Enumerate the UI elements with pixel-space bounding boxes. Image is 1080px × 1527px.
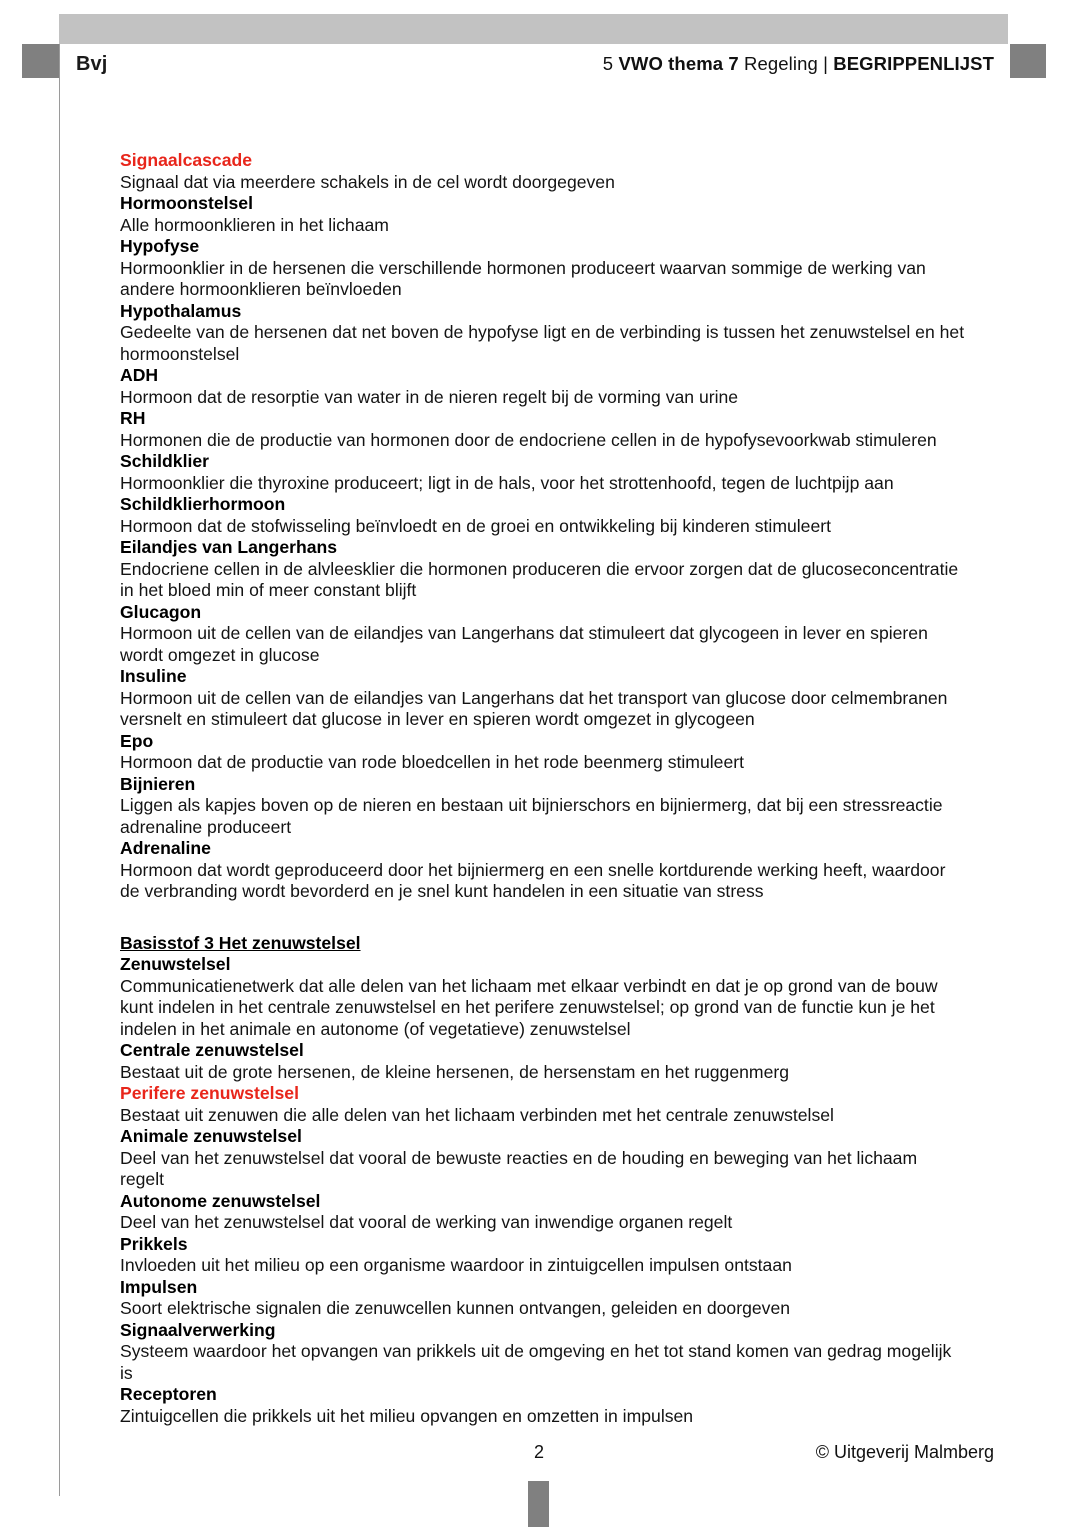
glossary-definition: Liggen als kapjes boven op de nieren en bestaan uit bijnierschors en bijniermerg, dat bij een stressreactie adrenaline produceert bbox=[120, 795, 943, 837]
glossary-definition: Hormoon dat de resorptie van water in de nieren regelt bij de vorming van urine bbox=[120, 386, 739, 407]
header-course-label: Bvj bbox=[76, 52, 108, 75]
copyright-notice: © Uitgeverij Malmberg bbox=[815, 1442, 994, 1462]
glossary-definition: Hormoon dat de productie van rode bloedcellen in het rode beenmerg stimuleert bbox=[120, 752, 744, 772]
glossary-term: Epo bbox=[120, 730, 154, 751]
section-heading: Basisstof 3 Het zenuwstelsel bbox=[120, 932, 361, 953]
section-gap bbox=[120, 903, 965, 933]
glossary-term: Impulsen bbox=[120, 1276, 198, 1297]
header-corner-box-right bbox=[1010, 44, 1046, 78]
glossary-term: Animale zenuwstelsel bbox=[120, 1126, 302, 1146]
glossary-term: Centrale zenuwstelsel bbox=[120, 1040, 304, 1060]
glossary-term: Hypothalamus bbox=[120, 300, 242, 321]
header-decoration-bar bbox=[59, 14, 1008, 44]
glossary-definition: Communicatienetwerk dat alle delen van het lichaam met elkaar verbindt en dat je op grond van de bouw kunt indelen in het centrale zenuwstelsel en het perifere zenuwstelsel; op grond van de functie kun je het indelen in het animale en autonome (of vegetatieve) zenuwstelsel bbox=[120, 975, 938, 1039]
glossary-definition: Gedeelte van de hersenen dat net boven de hypofyse ligt en de verbinding is tussen het zenuwstelsel en het hormoonstelsel bbox=[120, 322, 965, 364]
glossary-term: Bijnieren bbox=[120, 773, 196, 794]
header-title bbox=[603, 53, 994, 75]
glossary-term: Autonome zenuwstelsel bbox=[120, 1190, 321, 1211]
glossary-term: Schildklierhormoon bbox=[120, 494, 286, 514]
glossary-term: Hormoonstelsel bbox=[120, 193, 253, 213]
glossary-definition: Signaal dat via meerdere schakels in de cel wordt doorgegeven bbox=[120, 171, 615, 192]
page-footer bbox=[59, 1442, 1008, 1472]
glossary-definition: Hormoonklier in de hersenen die verschillende hormonen produceert waarvan sommige de werking van andere hormoonklieren beïnvloeden bbox=[120, 257, 926, 299]
glossary-term: Schildklier bbox=[120, 451, 209, 471]
glossary-term: Glucagon bbox=[120, 601, 202, 622]
glossary-list-nervous-system bbox=[120, 954, 965, 1427]
glossary-term: Insuline bbox=[120, 666, 187, 686]
glossary-term: Zenuwstelsel bbox=[120, 954, 231, 974]
glossary-term: Signaalcascade bbox=[120, 150, 253, 170]
page-header bbox=[59, 44, 1008, 84]
header-title-prefix: 5 bbox=[602, 53, 619, 74]
section-heading-wrap bbox=[120, 933, 965, 955]
glossary-definition: Hormonen die de productie van hormonen door de endocriene cellen in de hypofysevoorkwab stimuleren bbox=[120, 429, 937, 450]
header-corner-box-left bbox=[22, 44, 59, 78]
footer-decoration-box bbox=[528, 1481, 549, 1527]
glossary-term: Signaalverwerking bbox=[120, 1319, 276, 1340]
glossary-definition: Hormoon uit de cellen van de eilandjes van Langerhans dat stimuleert dat glycogeen in lever en spieren wordt omgezet in glucose bbox=[120, 623, 928, 665]
glossary-definition: Systeem waardoor het opvangen van prikkels uit de omgeving en het tot stand komen van gedrag mogelijk is bbox=[120, 1341, 952, 1383]
glossary-definition: Bestaat uit zenuwen die alle delen van het lichaam verbinden met het centrale zenuwstelsel bbox=[120, 1104, 834, 1125]
glossary-definition: Hormoon uit de cellen van de eilandjes van Langerhans dat het transport van glucose door celmembranen versnelt en stimuleert dat glucose in lever en spieren wordt omgezet in glycogeen bbox=[120, 687, 948, 729]
left-margin-rule bbox=[59, 44, 60, 1496]
glossary-term: Perifere zenuwstelsel bbox=[120, 1083, 299, 1103]
glossary-term: Hypofyse bbox=[120, 236, 200, 256]
glossary-list-hormones bbox=[120, 150, 965, 903]
page-number: 2 bbox=[534, 1442, 545, 1462]
header-title-subject: Regeling | bbox=[738, 53, 834, 74]
glossary-term: Eilandjes van Langerhans bbox=[120, 537, 338, 557]
glossary-definition: Hormoon dat wordt geproduceerd door het bijniermerg en een snelle kortdurende werking heeft, waardoor de verbranding wordt bevorderd en je snel kunt handelen in een situatie van stress bbox=[120, 859, 946, 901]
glossary-content bbox=[120, 150, 965, 1427]
glossary-definition: Hormoonklier die thyroxine produceert; ligt in de hals, voor het strottenhoofd, tegen de luchtpijp aan bbox=[120, 472, 894, 493]
glossary-definition: Hormoon dat de stofwisseling beïnvloedt en de groei en ontwikkeling bij kinderen stimuleert bbox=[120, 515, 831, 536]
header-title-course: VWO thema 7 bbox=[618, 53, 739, 74]
glossary-term: Receptoren bbox=[120, 1384, 217, 1404]
glossary-term: Prikkels bbox=[120, 1233, 188, 1254]
glossary-term: Adrenaline bbox=[120, 838, 211, 858]
glossary-term: RH bbox=[120, 408, 146, 428]
glossary-definition: Endocriene cellen in de alvleesklier die hormonen produceren die ervoor zorgen dat de glucoseconcentratie in het bloed min of meer constant blijft bbox=[120, 558, 959, 600]
glossary-definition: Deel van het zenuwstelsel dat vooral de bewuste reacties en de houding en beweging van het lichaam regelt bbox=[120, 1147, 918, 1189]
glossary-definition: Alle hormoonklieren in het lichaam bbox=[120, 214, 389, 235]
glossary-definition: Bestaat uit de grote hersenen, de kleine hersenen, de hersenstam en het ruggenmerg bbox=[120, 1061, 790, 1082]
header-title-doctype: BEGRIPPENLIJST bbox=[833, 53, 994, 74]
glossary-definition: Invloeden uit het milieu op een organisme waardoor in zintuigcellen impulsen ontstaan bbox=[120, 1255, 792, 1275]
glossary-definition: Deel van het zenuwstelsel dat vooral de werking van inwendige organen regelt bbox=[120, 1212, 733, 1232]
glossary-definition: Soort elektrische signalen die zenuwcellen kunnen ontvangen, geleiden en doorgeven bbox=[120, 1298, 791, 1318]
glossary-definition: Zintuigcellen die prikkels uit het milieu opvangen en omzetten in impulsen bbox=[120, 1405, 694, 1426]
glossary-term: ADH bbox=[120, 365, 159, 385]
